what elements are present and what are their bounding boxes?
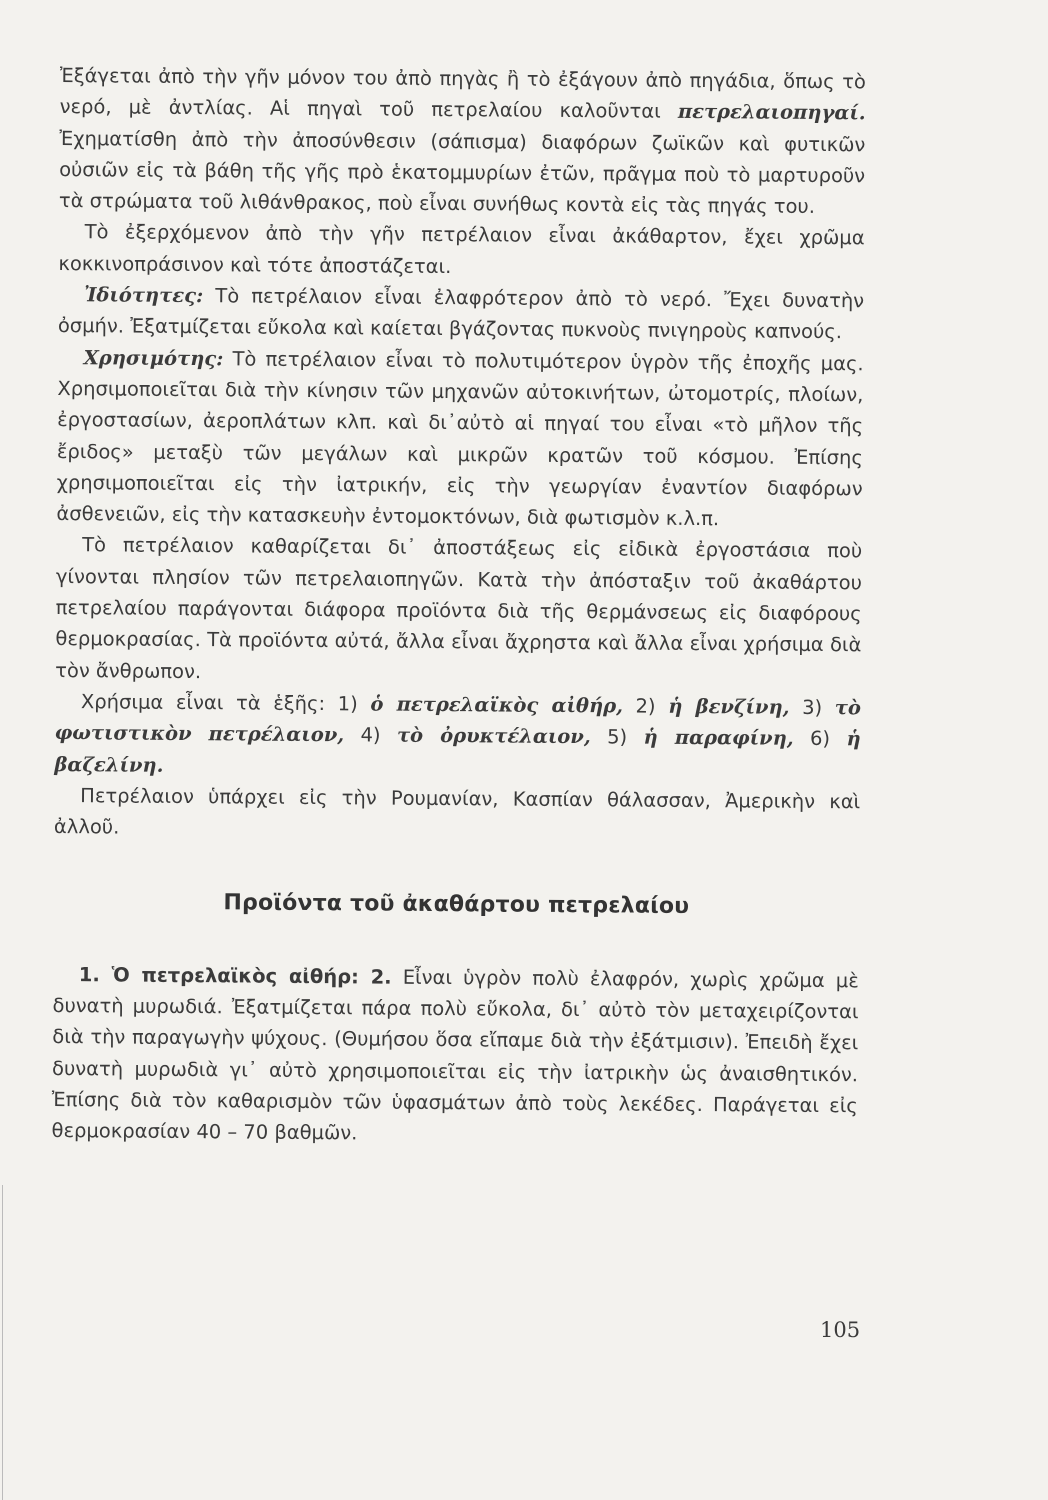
- term-product: ὁ πετρελαϊκὸς αἰθήρ,: [370, 692, 624, 718]
- term-usefulness: Χρησιμότης:: [83, 345, 224, 370]
- paragraph-products-list: [54, 686, 861, 786]
- text-run: Τὸ πετρέλαιον εἶναι τὸ πολυτιμότερον ὑγρὸν τῆς ἐποχῆς μας. Χρησιμοποιεῖται διὰ τὴν κίνησιν τῶν μηχανῶν αὐτοκινήτων, ὠτομοτρίς, πλοίων, ἐργοστασίων, ἀεροπλάτων κλπ. καὶ δι᾿αὐτὸ αἱ πηγαί του εἶναι «τὸ μῆλον τῆς ἔριδος» μεταξὺ τῶν μεγάλων καὶ μικρῶν κρατῶν τοῦ κόσμου. Ἐπίσης χρησιμοποιεῖται εἰς τὴν ἰατρικήν, εἰς τὴν γεωργίαν ἐναντίον διαφόρων ἀσθενειῶν, εἰς τὴν κατασκευὴν ἐντομοκτόνων, διὰ φωτισμὸν κ.λ.π.: [56, 346, 864, 531]
- term-product: ἡ βενζίνη,: [668, 694, 790, 719]
- text-run: Ἐξάγεται ἀπὸ τὴν γῆν μόνον του ἀπὸ πηγὰς ἢ τὸ ἐξάγουν ἀπὸ πηγάδια, ὅπως τὸ νερό, μὲ ἀντλίας. Αἱ πηγαὶ τοῦ πετρελαίου καλοῦνται: [59, 63, 866, 124]
- text-run: 2): [622, 694, 669, 718]
- term-product: τὸ ὀρυκτέλαιον,: [396, 723, 591, 749]
- text-run: 6): [793, 727, 847, 751]
- term-product: ἡ βαζελίνη.: [54, 727, 861, 777]
- text-run: 4): [344, 723, 398, 747]
- paragraph-refining: Τὸ πετρέλαιον καθαρίζεται δι᾿ ἀποστάξεως εἰς εἰδικὰ ἐργοστάσια ποὺ γίνονται πλησίον τῶν πετρελαιοπηγῶν. Κατὰ τὴν ἀπόσταξιν τοῦ ἀκαθάρτου πετρελαίου παράγονται διάφορα προϊόντα διὰ τῆς θερμάνσεως εἰς διαφόρους θερμοκρασίας. Τὰ προϊόντα αὐτά, ἄλλα εἶναι ἄχρηστα καὶ ἄλλα εἶναι χρήσιμα διὰ τὸν ἄνθρωπον.: [55, 533, 863, 683]
- text-run: 5): [590, 725, 644, 749]
- paragraph-crude-oil: Τὸ ἐξερχόμενον ἀπὸ τὴν γῆν πετρέλαιον εἶναι ἀκάθαρτον, ἔχει χρῶμα κοκκινοπράσινον καὶ τότε ἀποστάζεται.: [58, 220, 865, 278]
- page-body: [51, 60, 866, 1153]
- term-product: τὸ φωτιστικὸν πετρέλαιον,: [54, 696, 862, 747]
- term-product: ἡ παραφίνη,: [643, 725, 794, 751]
- item-label: 1. Ὁ πετρελαϊκὸς αἰθήρ: 2.: [78, 962, 392, 989]
- text-run: Τὸ πετρέλαιον εἶναι ἐλαφρότερον ἀπὸ τὸ νερό. Ἔχει δυνατὴν ὀσμήν. Ἐξατμίζεται εὔκολα καὶ καίεται βγάζοντας πυκνοὺς πνιγηροὺς καπνούς.: [57, 284, 865, 344]
- paragraph-ether: [51, 959, 858, 1153]
- paragraph-properties: [58, 279, 864, 348]
- text-run: 3): [789, 695, 835, 720]
- term-properties: Ἰδιότητες:: [84, 283, 204, 308]
- page-number: 105: [820, 1318, 861, 1342]
- term-petrelaiopigai: πετρελαιοπηγαί.: [677, 100, 866, 125]
- text-run: Ἐχηματίσθη ἀπὸ τὴν ἀποσύνθεσιν (σάπισμα) διαφόρων ζωϊκῶν καὶ φυτικῶν οὐσιῶν εἰς τὰ βάθη τῆς γῆς πρὸ ἑκατομμυρίων ἐτῶν, πρᾶγμα ποὺ τὸ μαρτυροῦν τὰ στρώματα τοῦ λιθάνθρακος, ποὺ εἶναι συνήθως κοντὰ εἰς τὰς πηγάς του.: [58, 126, 866, 219]
- paragraph-usefulness: [56, 342, 863, 536]
- text-run: Εἶναι ὑγρὸν πολὺ ἐλαφρόν, χωρὶς χρῶμα μὲ δυνατὴ μυρωδιά. Ἐξατμίζεται πάρα πολὺ εὔκολα, δι᾿ αὐτὸ τὸν μεταχειρίζονται διὰ τὴν παραγωγὴν ψύχους. (Θυμήσου ὅσα εἴπαμε διὰ τὴν ἐξάτμισιν). Ἐπειδὴ ἔχει δυνατὴ μυρωδιὰ γι᾿ αὐτὸ χρησιμοποιεῖται εἰς τὴν ἰατρικὴν ὡς ἀναισθητικόν. Ἐπίσης διὰ τὸν καθαρισμὸν τῶν ὑφασμάτων ἀπὸ τοὺς λεκέδες. Παράγεται εἰς θερμοκρασίαν 40 – 70 βαθμῶν.: [51, 965, 859, 1145]
- paragraph-locations: Πετρέλαιον ὑπάρχει εἰς τὴν Ρουμανίαν, Κασπίαν θάλασσαν, Ἀμερικὴν καὶ ἀλλοῦ.: [53, 784, 861, 839]
- paragraph-extraction: [59, 60, 866, 223]
- section-heading: Προϊόντα τοῦ ἀκαθάρτου πετρελαίου: [223, 890, 690, 920]
- page-edge-divider: [2, 1185, 3, 1500]
- text-run: Χρήσιμα εἶναι τὰ ἑξῆς: 1): [80, 690, 371, 716]
